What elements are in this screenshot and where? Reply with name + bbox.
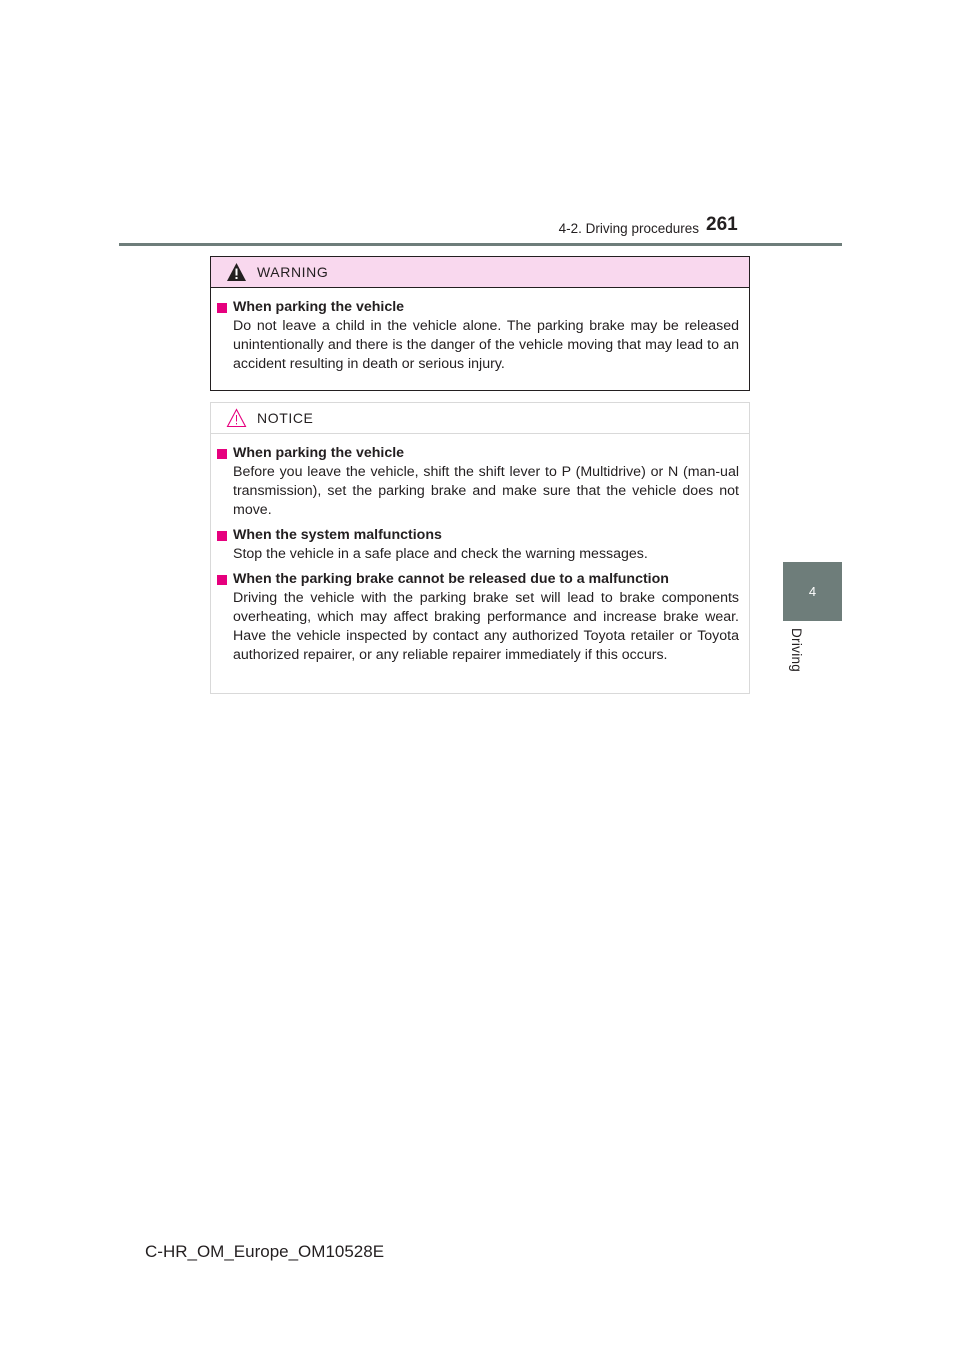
- notice-label: NOTICE: [257, 410, 314, 426]
- notice-item-text: Driving the vehicle with the parking brake set will lead to brake components overheating, which may affect braking performance and increase brake wear. Have the vehicle inspected by contact any authorized Toyota retailer or Toyota authorized repairer, or any reliable repairer immediately if this occurs.: [233, 590, 739, 663]
- section-title: 4-2. Driving procedures: [558, 221, 699, 236]
- chapter-tab: [783, 562, 842, 621]
- bullet-square-icon: [217, 449, 227, 459]
- warning-header: [211, 257, 749, 288]
- bullet-square-icon: [217, 531, 227, 541]
- chapter-label: Driving: [789, 628, 804, 673]
- document-code: C-HR_OM_Europe_OM10528E: [145, 1242, 385, 1261]
- notice-body: [211, 434, 749, 668]
- bullet-square-icon: [217, 575, 227, 585]
- warning-body: [211, 288, 749, 377]
- warning-item-title: When parking the vehicle: [217, 298, 739, 317]
- header-divider: [119, 243, 842, 246]
- notice-box: [210, 402, 750, 694]
- notice-item-text: Before you leave the vehicle, shift the shift lever to P (Multidrive) or N (man-ual transmission), set the parking brake and make sure that the vehicle does not move.: [233, 464, 739, 518]
- page-number: 261: [706, 214, 738, 235]
- bullet-square-icon: [217, 303, 227, 313]
- notice-item-text: Stop the vehicle in a safe place and check the warning messages.: [233, 546, 648, 562]
- warning-triangle-filled-icon: [226, 262, 247, 282]
- warning-label: WARNING: [257, 264, 329, 280]
- notice-item-title: When parking the vehicle: [217, 444, 739, 463]
- chapter-number: 4: [808, 584, 817, 599]
- warning-box: [210, 256, 750, 391]
- notice-item-title: When the parking brake cannot be released due to a malfunction: [217, 570, 739, 589]
- warning-triangle-outline-icon: [226, 408, 247, 428]
- notice-item-title: When the system malfunctions: [217, 526, 739, 545]
- notice-header: [211, 403, 749, 434]
- warning-item-text: Do not leave a child in the vehicle alone. The parking brake may be released unintentionally and there is the danger of the vehicle moving that may lead to an accident resulting in death or serious injury.: [233, 318, 739, 372]
